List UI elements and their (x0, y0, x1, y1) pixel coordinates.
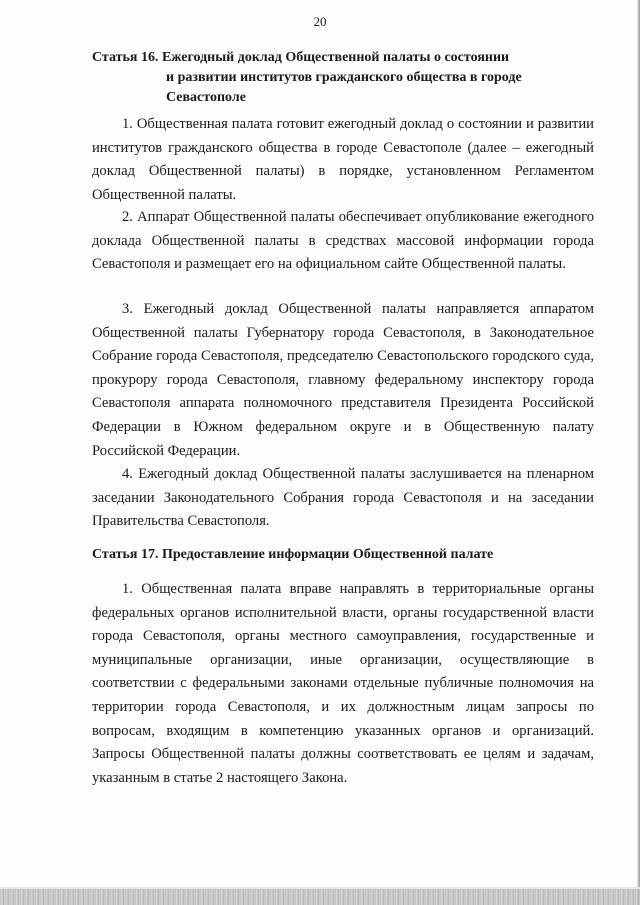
article-17-heading-line: Статья 17. Предоставление информации Общественной палате (92, 547, 494, 562)
article-16-paragraph-4: 4. Ежегодный доклад Общественной палаты заслушивается на пленарном заседании Законодательного Собрания города Севастополя и на заседании Правительства Севастополя. (92, 466, 594, 530)
article-17-heading (92, 545, 592, 565)
article-16-paragraph-1: 1. Общественная палата готовит ежегодный доклад о состоянии и развитии институтов гражданского общества в городе Севастополе (далее – ежегодный доклад Общественной палаты) в порядке, установленном Регламентом Общественной палаты. (92, 116, 594, 203)
article-16-heading (92, 48, 592, 108)
article-16-paragraph-3: 3. Ежегодный доклад Общественной палаты направляется аппаратом Общественной палаты Губернатору города Севастополя, в Законодательное Собрание города Севастополя, председателю Севастопольского городского суда, прокурору города Севастополя, главному федеральному инспектору города Севастополя аппарата полномочного представителя Президента Российской Федерации в Южном федеральном округе и в Общественную палату Российской Федерации. (92, 301, 594, 459)
scan-edge-bottom (0, 889, 640, 905)
page-number: 20 (313, 14, 327, 29)
article-17-paragraph-1: 1. Общественная палата вправе направлять в территориальные органы федеральных органов исполнительной власти, органы государственной власти города Севастополя, органы местного самоуправления, государственные и муниципальные организации, иные организации, осуществляющие в соответствии с федеральными законами отдельные публичные полномочия на территории города Севастополя, и их должностным лицам запросы по вопросам, входящим в компетенцию указанных органов и организаций. Запросы Общественной палаты должны соответствовать ее целям и задачам, указанным в статье 2 настоящего Закона. (92, 581, 594, 786)
article-16-paragraph-2: 2. Аппарат Общественной палаты обеспечивает опубликование ежегодного доклада Общественной палаты в средствах массовой информации города Севастополя и размещает его на официальном сайте Общественной палаты. (92, 209, 594, 273)
article-16-heading-line-3: Севастополе (166, 90, 246, 105)
article-16-heading-line-2: и развитии институтов гражданского общества в городе (166, 70, 522, 85)
article-16-heading-line-1: Статья 16. Ежегодный доклад Общественной палаты о состоянии (92, 50, 510, 65)
